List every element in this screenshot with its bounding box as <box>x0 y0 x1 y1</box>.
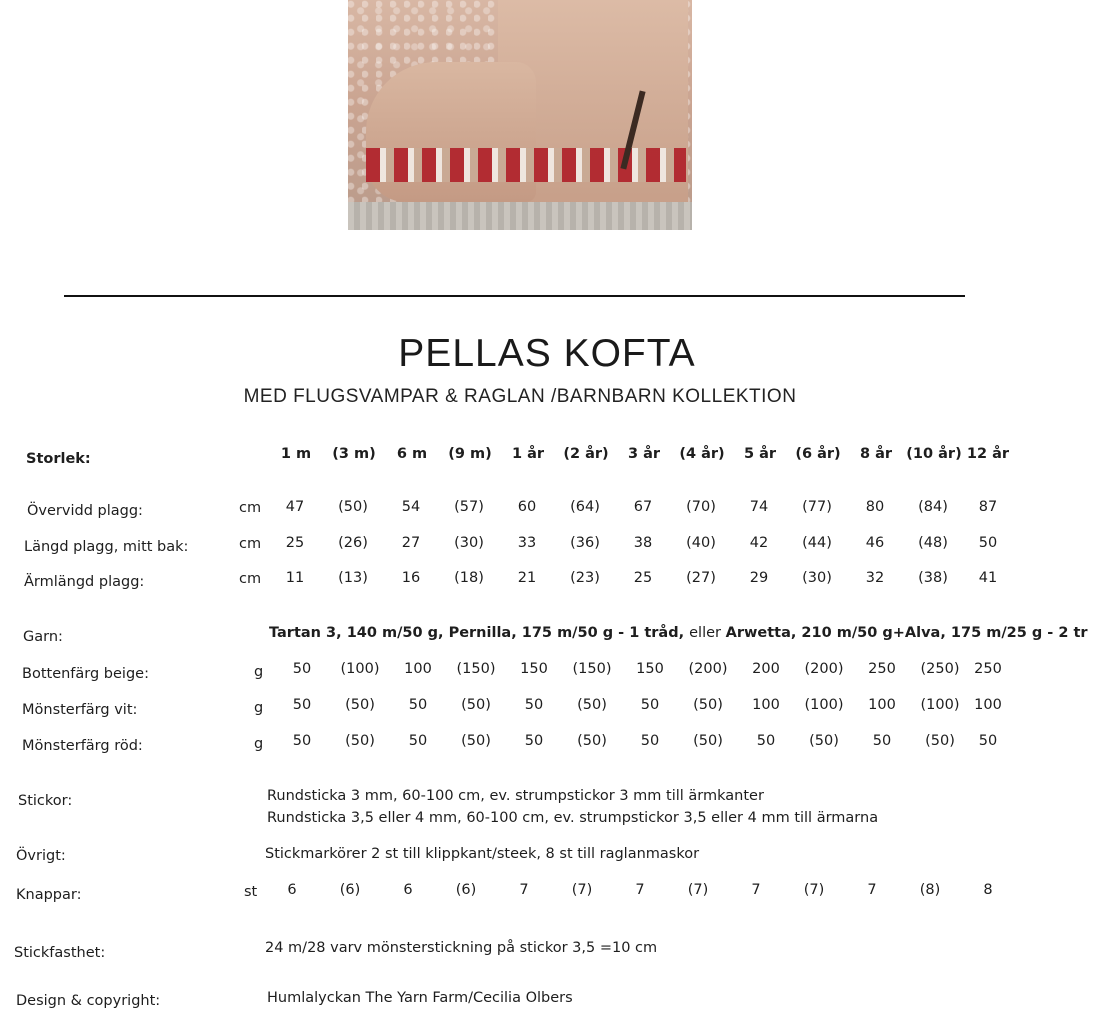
size-header: (2 år) <box>563 446 609 462</box>
measure-cell: (77) <box>802 499 832 515</box>
measure-cell: 11 <box>285 570 305 586</box>
measure-cell: 60 <box>517 499 537 515</box>
yarn-amount-cell: 50 <box>408 697 428 713</box>
yarn-amount-cell: (200) <box>804 661 844 677</box>
yarn-amount-unit: g <box>254 700 264 716</box>
yarn-amount-cell: (150) <box>456 661 496 677</box>
size-header: (6 år) <box>795 446 841 462</box>
measure-cell: 16 <box>401 570 421 586</box>
measure-cell: 67 <box>633 499 653 515</box>
measure-cell: (30) <box>454 535 484 551</box>
yarn-amount-cell: 100 <box>974 697 1002 713</box>
gauge-text: 24 m/28 varv mönsterstickning på stickor 3,5 =10 cm <box>265 940 658 956</box>
yarn-amount-cell: 150 <box>636 661 664 677</box>
yarn-amount-label: Mönsterfärg vit: <box>22 702 138 718</box>
measure-cell: (57) <box>454 499 484 515</box>
buttons-cell: (7) <box>687 882 709 898</box>
yarn-text-part: eller <box>689 625 726 641</box>
size-header: (3 m) <box>332 446 376 462</box>
measure-cell: 27 <box>401 535 421 551</box>
buttons-cell: 7 <box>751 882 761 898</box>
measure-cell: (26) <box>338 535 368 551</box>
measure-cell: 80 <box>865 499 885 515</box>
yarn-amount-cell: (50) <box>809 733 839 749</box>
yarn-amount-cell: (150) <box>572 661 612 677</box>
measure-cell: (48) <box>918 535 948 551</box>
yarn-amount-cell: 200 <box>752 661 780 677</box>
mushroom-pattern-band <box>366 148 686 182</box>
yarn-amount-cell: 100 <box>404 661 432 677</box>
buttons-unit: st <box>244 884 258 900</box>
yarn-amount-cell: (50) <box>345 697 375 713</box>
yarn-amount-label: Mönsterfärg röd: <box>22 738 143 754</box>
sizes-label: Storlek: <box>26 451 91 467</box>
buttons-cell: (6) <box>339 882 361 898</box>
measure-row-label: Längd plagg, mitt bak: <box>24 539 189 555</box>
sweater-photo <box>348 0 692 230</box>
size-header: (9 m) <box>448 446 492 462</box>
gauge-label: Stickfasthet: <box>14 945 106 961</box>
measure-row-label: Ärmlängd plagg: <box>24 574 145 590</box>
yarn-description <box>269 625 1088 641</box>
measure-cell: (70) <box>686 499 716 515</box>
measure-cell: 50 <box>978 535 998 551</box>
design-label: Design & copyright: <box>16 993 161 1009</box>
yarn-amount-cell: 50 <box>978 733 998 749</box>
other-text: Stickmarkörer 2 st till klippkant/steek, 8 st till raglanmaskor <box>265 846 700 862</box>
yarn-amount-cell: 50 <box>292 733 312 749</box>
yarn-amount-cell: (50) <box>693 733 723 749</box>
yarn-amount-cell: 50 <box>292 661 312 677</box>
measure-cell: (84) <box>918 499 948 515</box>
measure-cell: 87 <box>978 499 998 515</box>
buttons-cell: (7) <box>571 882 593 898</box>
yarn-amount-cell: (100) <box>804 697 844 713</box>
yarn-amount-cell: 150 <box>520 661 548 677</box>
measure-cell: 47 <box>285 499 305 515</box>
yarn-amount-cell: (200) <box>688 661 728 677</box>
yarn-amount-cell: (100) <box>340 661 380 677</box>
size-header: (4 år) <box>679 446 725 462</box>
yarn-amount-cell: (100) <box>920 697 960 713</box>
size-header: 12 år <box>966 446 1010 462</box>
buttons-cell: 6 <box>287 882 297 898</box>
pattern-title: PELLAS KOFTA <box>398 332 696 375</box>
yarn-amount-cell: 50 <box>756 733 776 749</box>
yarn-amount-label: Bottenfärg beige: <box>22 666 149 682</box>
measure-cell: (18) <box>454 570 484 586</box>
measure-cell: (23) <box>570 570 600 586</box>
size-header: 6 m <box>396 446 428 462</box>
yarn-amount-cell: 50 <box>524 733 544 749</box>
buttons-label: Knappar: <box>16 887 82 903</box>
yarn-amount-cell: 250 <box>868 661 896 677</box>
yarn-amount-cell: (50) <box>577 697 607 713</box>
yarn-amount-cell: 100 <box>752 697 780 713</box>
measure-cell: (44) <box>802 535 832 551</box>
buttons-cell: 7 <box>867 882 877 898</box>
yarn-amount-cell: 50 <box>524 697 544 713</box>
yarn-text-part: Arwetta, 210 m/50 g+Alva, 175 m/25 g - 2 tr <box>725 625 1088 641</box>
pattern-subtitle: MED FLUGSVAMPAR & RAGLAN /BARNBARN KOLLEKTION <box>243 386 797 407</box>
size-header: 1 år <box>511 446 545 462</box>
measure-cell: 32 <box>865 570 885 586</box>
sheepskin-background <box>348 202 692 230</box>
needles-line-2: Rundsticka 3,5 eller 4 mm, 60-100 cm, ev. strumpstickor 3,5 eller 4 mm till ärmarna <box>267 810 879 826</box>
yarn-amount-cell: 50 <box>640 733 660 749</box>
size-header: (10 år) <box>906 446 962 462</box>
yarn-amount-cell: (250) <box>920 661 960 677</box>
buttons-cell: (7) <box>803 882 825 898</box>
needles-line-1: Rundsticka 3 mm, 60-100 cm, ev. strumpstickor 3 mm till ärmkanter <box>267 788 764 804</box>
size-header: 8 år <box>859 446 893 462</box>
buttons-cell: 7 <box>519 882 529 898</box>
measure-cell: (50) <box>338 499 368 515</box>
buttons-cell: (8) <box>919 882 941 898</box>
yarn-amount-cell: 50 <box>872 733 892 749</box>
yarn-amount-unit: g <box>254 736 264 752</box>
yarn-amount-cell: (50) <box>461 733 491 749</box>
size-header: 1 m <box>280 446 312 462</box>
measure-row-unit: cm <box>239 536 262 552</box>
measure-cell: 54 <box>401 499 421 515</box>
needles-label: Stickor: <box>18 793 73 809</box>
measure-cell: 41 <box>978 570 998 586</box>
measure-cell: 42 <box>749 535 769 551</box>
measure-cell: 74 <box>749 499 769 515</box>
divider-line <box>64 295 965 297</box>
yarn-amount-unit: g <box>254 664 264 680</box>
measure-cell: (13) <box>338 570 368 586</box>
measure-cell: 46 <box>865 535 885 551</box>
measure-cell: (38) <box>918 570 948 586</box>
yarn-amount-cell: 250 <box>974 661 1002 677</box>
yarn-amount-cell: 50 <box>292 697 312 713</box>
measure-cell: 25 <box>285 535 305 551</box>
buttons-cell: 7 <box>635 882 645 898</box>
measure-cell: 38 <box>633 535 653 551</box>
yarn-amount-cell: (50) <box>461 697 491 713</box>
buttons-cell: 6 <box>403 882 413 898</box>
measure-cell: (36) <box>570 535 600 551</box>
size-header: 5 år <box>743 446 777 462</box>
size-header: 3 år <box>627 446 661 462</box>
yarn-amount-cell: (50) <box>925 733 955 749</box>
yarn-amount-cell: 100 <box>868 697 896 713</box>
yarn-amount-cell: (50) <box>577 733 607 749</box>
measure-cell: (64) <box>570 499 600 515</box>
yarn-label: Garn: <box>23 629 63 645</box>
measure-row-unit: cm <box>239 571 262 587</box>
design-text: Humlalyckan The Yarn Farm/Cecilia Olbers <box>267 990 573 1006</box>
other-label: Övrigt: <box>16 848 66 864</box>
measure-cell: 25 <box>633 570 653 586</box>
measure-cell: (27) <box>686 570 716 586</box>
yarn-amount-cell: 50 <box>640 697 660 713</box>
measure-cell: (30) <box>802 570 832 586</box>
measure-cell: (40) <box>686 535 716 551</box>
buttons-cell: (6) <box>455 882 477 898</box>
yarn-amount-cell: (50) <box>345 733 375 749</box>
measure-row-unit: cm <box>239 500 262 516</box>
measure-cell: 21 <box>517 570 537 586</box>
measure-row-label: Övervidd plagg: <box>27 503 143 519</box>
yarn-amount-cell: (50) <box>693 697 723 713</box>
buttons-cell: 8 <box>983 882 993 898</box>
measure-cell: 33 <box>517 535 537 551</box>
yarn-amount-cell: 50 <box>408 733 428 749</box>
yarn-text-part: Tartan 3, 140 m/50 g, Pernilla, 175 m/50 g - 1 tråd, <box>269 625 690 641</box>
measure-cell: 29 <box>749 570 769 586</box>
